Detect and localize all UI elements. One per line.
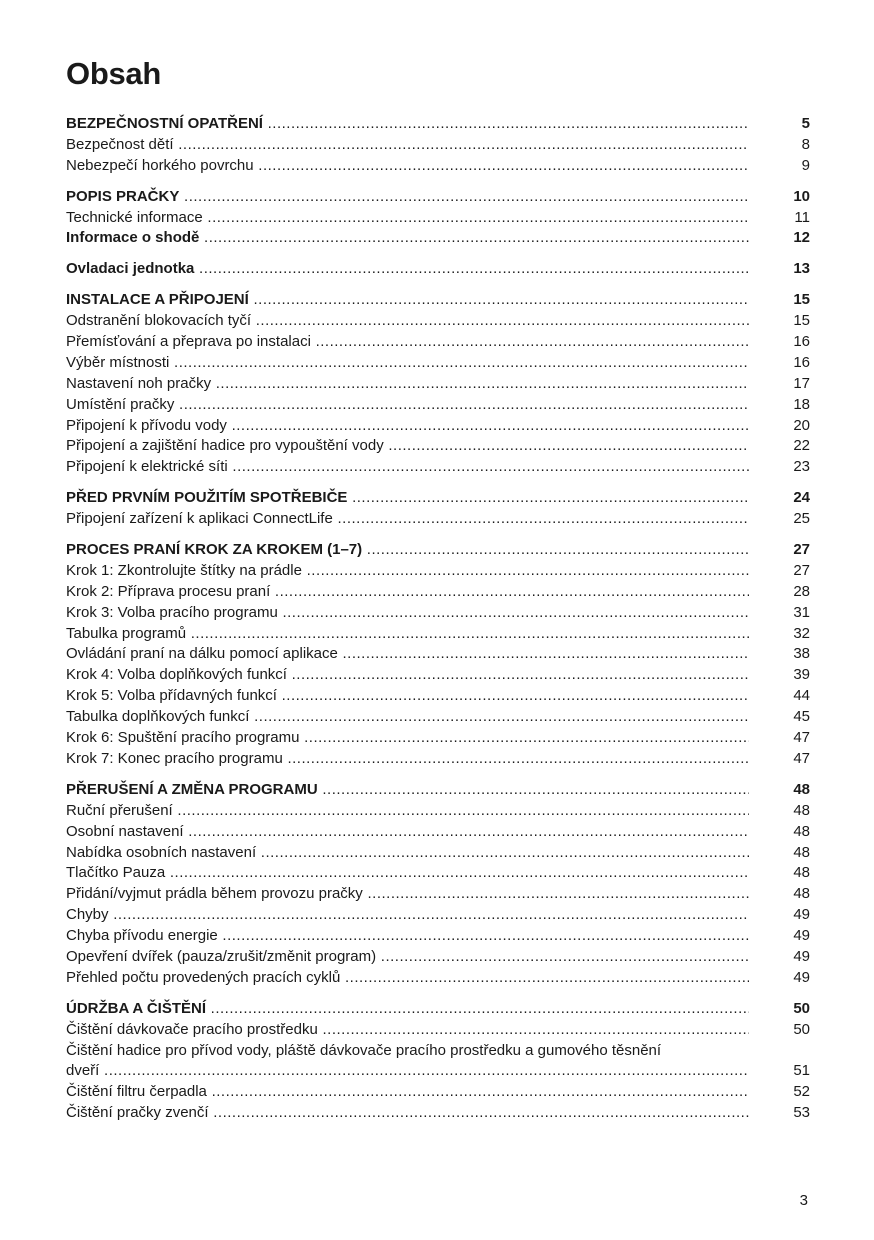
toc-entry[interactable] — [66, 801, 810, 822]
toc-section — [66, 187, 810, 250]
toc-entry-page: 12 — [793, 229, 810, 247]
toc-entry-page: 24 — [793, 489, 810, 507]
toc-entry-page: 49 — [793, 968, 810, 986]
toc-entry-leader — [66, 822, 749, 843]
toc-entry-label: BEZPEČNOSTNÍ OPATŘENÍ ..... — [66, 115, 749, 132]
toc-entry-label: Přidání/vyjmut prádla během provozu pračky ..... — [66, 885, 749, 902]
toc-entry-page: 48 — [793, 801, 810, 819]
toc-entry-leader — [66, 311, 749, 332]
toc-entry-label: Chyby ..... — [66, 906, 749, 923]
toc-entry[interactable] — [66, 863, 810, 884]
toc-entry-label: Přemísťování a přeprava po instalaci ..... — [66, 333, 749, 350]
toc-entry[interactable] — [66, 1061, 810, 1082]
toc-entry-page: 10 — [793, 187, 810, 205]
toc-entry-label: Čištění dávkovače pracího prostředku ..... — [66, 1021, 749, 1038]
toc-entry-page: 5 — [801, 115, 810, 132]
toc-entry-leader — [66, 1103, 749, 1124]
toc-entry-label: Připojení k elektrické síti ..... — [66, 458, 749, 475]
toc-entry-page: 39 — [793, 666, 810, 684]
toc-entry-label: Umístění pračky ..... — [66, 396, 749, 413]
toc-entry[interactable] — [66, 665, 810, 686]
toc-entry-label: Nabídka osobních nastavení ..... — [66, 844, 749, 861]
toc-heading-entry[interactable] — [66, 540, 810, 561]
toc-section — [66, 259, 810, 280]
toc-entry-page: 15 — [793, 312, 810, 330]
toc-entry-label: Chyba přívodu energie ..... — [66, 927, 749, 944]
toc-entry[interactable] — [66, 1020, 810, 1041]
toc-entry-label: Ovladaci jednotka ..... — [66, 260, 749, 277]
toc-entry-page: 13 — [793, 260, 810, 278]
toc-entry[interactable] — [66, 353, 810, 374]
toc-entry[interactable] — [66, 436, 810, 457]
toc-entry[interactable] — [66, 374, 810, 395]
toc-entry[interactable] — [66, 135, 810, 156]
page-title: Obsah — [66, 56, 161, 91]
toc-entry[interactable] — [66, 208, 810, 229]
toc-entry-leader — [66, 561, 749, 582]
toc-entry-leader — [66, 644, 749, 665]
toc-entry-leader — [66, 1041, 810, 1062]
toc-entry-leader — [66, 374, 749, 395]
toc-entry-label: Tabulka doplňkových funkcí ..... — [66, 708, 749, 725]
toc-entry-leader — [66, 436, 749, 457]
toc-entry-leader — [66, 749, 749, 770]
toc-entry-leader — [66, 665, 749, 686]
toc-entry-label: Osobní nastavení ..... — [66, 823, 749, 840]
toc-entry[interactable] — [66, 905, 810, 926]
toc-entry-label: PŘERUŠENÍ A ZMĚNA PROGRAMU ..... — [66, 781, 749, 798]
toc-entry[interactable] — [66, 843, 810, 864]
toc-entry-leader — [66, 707, 749, 728]
toc-entry-page: 44 — [793, 687, 810, 705]
toc-entry-label: Ovládání praní na dálku pomocí aplikace ..... — [66, 645, 749, 662]
toc-section — [66, 488, 810, 530]
toc-entry[interactable] — [66, 416, 810, 437]
toc-entry-label: Připojení a zajištění hadice pro vypouštění vody ..... — [66, 437, 749, 454]
toc-entry[interactable] — [66, 457, 810, 478]
toc-entry-leader — [66, 843, 749, 864]
toc-entry-page: 48 — [793, 864, 810, 882]
toc-entry-page: 11 — [794, 208, 810, 226]
toc-entry-label: Výběr místnosti ..... — [66, 354, 749, 371]
toc-entry-page: 16 — [793, 353, 810, 371]
toc-entry-leader — [66, 686, 749, 707]
toc-entry-page: 48 — [793, 843, 810, 861]
toc-entry-page: 53 — [793, 1104, 810, 1122]
toc-entry-leader — [66, 1082, 749, 1103]
toc-section — [66, 290, 810, 478]
toc-entry-page: 51 — [793, 1062, 810, 1080]
toc-entry-leader — [66, 259, 749, 280]
toc-entry-leader — [66, 416, 749, 437]
toc-entry-leader — [66, 488, 749, 509]
toc-entry-leader — [66, 457, 749, 478]
page-number: 3 — [799, 1192, 808, 1209]
toc-entry-page: 17 — [793, 374, 810, 392]
toc-entry[interactable] — [66, 603, 810, 624]
toc-entry-leader — [66, 863, 749, 884]
toc-entry-leader — [66, 156, 749, 177]
toc-entry-leader — [66, 353, 749, 374]
toc-entry-page: 23 — [793, 458, 810, 476]
toc-entry-label: Čištění filtru čerpadla ..... — [66, 1083, 749, 1100]
toc-entry-page: 15 — [793, 291, 810, 309]
toc-entry[interactable] — [66, 822, 810, 843]
toc-entry[interactable] — [66, 926, 810, 947]
toc-entry-label: Nebezpečí horkého povrchu ..... — [66, 157, 749, 174]
toc-entry-page: 27 — [793, 541, 810, 559]
toc-entry-label: Ruční přerušení ..... — [66, 802, 749, 819]
toc-entry-label: Tabulka programů ..... — [66, 625, 749, 642]
toc-entry-page: 52 — [793, 1083, 810, 1101]
toc-entry-page: 45 — [793, 708, 810, 726]
toc-entry-label: Krok 1: Zkontrolujte štítky na prádle ..... — [66, 562, 749, 579]
toc-entry-label: Nastavení noh pračky ..... — [66, 375, 749, 392]
toc-entry-label: Připojení k přívodu vody ..... — [66, 417, 749, 434]
toc-entry-label: Krok 6: Spuštění pracího programu ..... — [66, 729, 749, 746]
toc-entry-page: 50 — [793, 1020, 810, 1038]
toc-heading-entry[interactable] — [66, 114, 810, 135]
toc-entry-page: 28 — [793, 582, 810, 600]
toc-heading-entry[interactable] — [66, 290, 810, 311]
toc-entry[interactable] — [66, 947, 810, 968]
toc-entry-label: Informace o shodě ..... — [66, 229, 749, 246]
toc-entry[interactable] — [66, 884, 810, 905]
toc-entry-leader — [66, 884, 749, 905]
toc-entry-page: 49 — [793, 947, 810, 965]
toc-entry-page: 49 — [793, 906, 810, 924]
toc-entry-page: 49 — [793, 927, 810, 945]
toc-entry-label: PROCES PRANÍ KROK ZA KROKEM (1–7) ..... — [66, 541, 749, 558]
toc-entry-label: Technické informace ..... — [66, 209, 749, 226]
toc-entry[interactable] — [66, 1103, 810, 1124]
toc-entry-leader — [66, 208, 749, 229]
toc-entry-label: Krok 7: Konec pracího programu ..... — [66, 750, 749, 767]
toc-heading-entry[interactable] — [66, 999, 810, 1020]
toc-entry-label: Bezpečnost dětí ..... — [66, 136, 749, 153]
toc-section — [66, 780, 810, 989]
toc-section — [66, 540, 810, 770]
toc-entry[interactable] — [66, 968, 810, 989]
toc-entry-page: 50 — [793, 999, 810, 1017]
toc-entry-label: Tlačítko Pauza ..... — [66, 864, 749, 881]
table-of-contents — [66, 114, 810, 1134]
toc-entry-page: 18 — [793, 395, 810, 413]
toc-entry-label: Krok 3: Volba pracího programu ..... — [66, 604, 749, 621]
toc-entry-label: Odstranění blokovacích tyčí ..... — [66, 312, 749, 329]
toc-entry-leader — [66, 228, 749, 249]
toc-section — [66, 999, 810, 1124]
toc-entry-leader — [66, 905, 749, 926]
toc-entry[interactable] — [66, 686, 810, 707]
toc-entry-label: ÚDRŽBA A ČIŠTĚNÍ ..... — [66, 1000, 749, 1017]
toc-entry-label: dveří ..... — [66, 1062, 749, 1079]
toc-entry-page: 48 — [793, 822, 810, 840]
toc-entry[interactable] — [66, 644, 810, 665]
toc-entry[interactable] — [66, 395, 810, 416]
toc-entry-page: 22 — [793, 437, 810, 455]
toc-entry-leader — [66, 728, 749, 749]
toc-entry[interactable] — [66, 509, 810, 530]
toc-entry[interactable] — [66, 1041, 810, 1062]
toc-entry-leader — [66, 926, 749, 947]
toc-entry-leader — [66, 1061, 749, 1082]
toc-entry-page: 48 — [793, 885, 810, 903]
toc-entry-page: 31 — [793, 603, 810, 621]
toc-heading-entry[interactable] — [66, 228, 810, 249]
toc-entry-label: Čištění hadice pro přívod vody, pláště dávkovače pracího prostředku a gumového těsnění — [66, 1041, 662, 1059]
toc-heading-entry[interactable] — [66, 259, 810, 280]
toc-entry-leader — [66, 624, 749, 645]
toc-entry-label: Přehled počtu provedených pracích cyklů ..... — [66, 969, 749, 986]
toc-entry-leader — [66, 947, 749, 968]
toc-entry-label: Připojení zařízení k aplikaci ConnectLife ..... — [66, 510, 749, 527]
toc-entry-leader — [66, 135, 749, 156]
toc-entry-page: 25 — [793, 510, 810, 528]
toc-entry-label: PŘED PRVNÍM POUŽITÍM SPOTŘEBIČE ..... — [66, 489, 749, 506]
toc-entry-leader — [66, 540, 749, 561]
toc-entry-page: 48 — [793, 780, 810, 798]
toc-entry-leader — [66, 187, 749, 208]
toc-entry[interactable] — [66, 707, 810, 728]
toc-entry-page: 47 — [793, 749, 810, 767]
toc-entry-page: 32 — [793, 624, 810, 642]
toc-entry-leader — [66, 999, 749, 1020]
toc-entry-page: 27 — [793, 561, 810, 579]
toc-heading-entry[interactable] — [66, 187, 810, 208]
toc-entry-label: POPIS PRAČKY ..... — [66, 188, 749, 205]
toc-entry-label: Krok 2: Příprava procesu praní ..... — [66, 583, 749, 600]
toc-entry[interactable] — [66, 749, 810, 770]
toc-entry-leader — [66, 780, 749, 801]
toc-entry-leader — [66, 114, 749, 135]
toc-entry-label: INSTALACE A PŘIPOJENÍ ..... — [66, 291, 749, 308]
toc-entry-label: Krok 5: Volba přídavných funkcí ..... — [66, 687, 749, 704]
toc-entry-leader — [66, 582, 749, 603]
toc-entry-leader — [66, 509, 749, 530]
toc-entry-leader — [66, 395, 749, 416]
toc-entry-page: 16 — [793, 333, 810, 351]
toc-entry-leader — [66, 1020, 749, 1041]
toc-entry-leader — [66, 603, 749, 624]
toc-entry[interactable] — [66, 311, 810, 332]
toc-entry-page: 47 — [793, 729, 810, 747]
toc-entry-page: 8 — [801, 135, 810, 153]
toc-entry[interactable] — [66, 582, 810, 603]
toc-entry-page: 20 — [793, 416, 810, 434]
toc-entry-leader — [66, 968, 749, 989]
toc-entry-label: Čištění pračky zvenčí ..... — [66, 1104, 749, 1121]
toc-entry[interactable] — [66, 156, 810, 177]
toc-section — [66, 114, 810, 177]
toc-entry-leader — [66, 801, 749, 822]
toc-entry[interactable] — [66, 561, 810, 582]
toc-entry-leader — [66, 332, 749, 353]
toc-entry[interactable] — [66, 332, 810, 353]
toc-entry-label: Opevření dvířek (pauza/zrušit/změnit program) ..... — [66, 948, 749, 965]
toc-entry-label: Krok 4: Volba doplňkových funkcí ..... — [66, 666, 749, 683]
toc-entry-page: 38 — [793, 645, 810, 663]
toc-entry-leader — [66, 290, 749, 311]
toc-heading-entry[interactable] — [66, 780, 810, 801]
toc-heading-entry[interactable] — [66, 488, 810, 509]
toc-entry[interactable] — [66, 624, 810, 645]
toc-entry[interactable] — [66, 1082, 810, 1103]
toc-entry-page: 9 — [801, 156, 810, 174]
toc-entry[interactable] — [66, 728, 810, 749]
